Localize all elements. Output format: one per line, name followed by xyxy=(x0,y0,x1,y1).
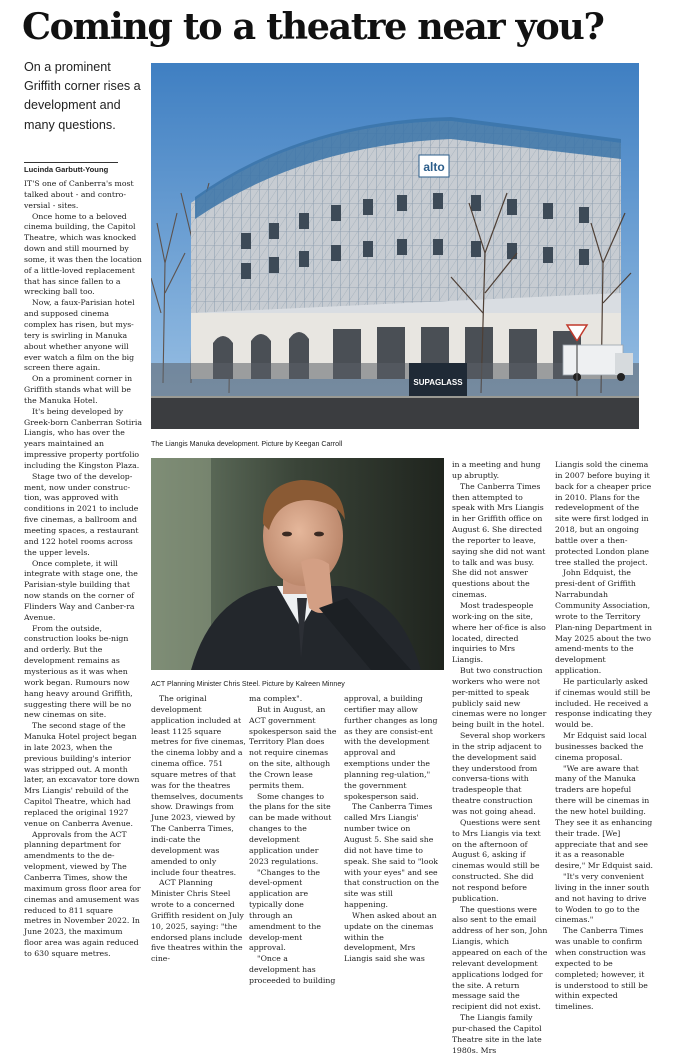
paragraph: ACT Planning Minister Chris Steel wrote to a concerned Griffith resident on July 10, 2025, saying: "the endorsed plans include five theatres within the cine- xyxy=(151,878,244,964)
column-1 xyxy=(24,179,142,960)
column-4 xyxy=(344,694,439,965)
paragraph: Liangis sold the cinema in 2007 before buying it back for a cheaper price in 2010. Plans for the redevelopment of the site were first lodged in 2018, but an ongoing battle over a then-protected London plane tree stalled the project. xyxy=(555,460,652,567)
paragraph: "Once a development has proceeded to building xyxy=(249,954,336,985)
paragraph: Now, a faux-Parisian hotel and supposed cinema complex has risen, but mys-tery is swirling in Manuka about whether anyone will ever watch a film on the big screen there again. xyxy=(24,298,135,373)
paragraph: The Liangis family pur-chased the Capitol Theatre site in the late 1980s. Mrs xyxy=(452,1013,542,1055)
paragraph: The Canberra Times was unable to confirm when construction was expected to be completed; however, it is understood to still be within expected timelines. xyxy=(555,926,648,1012)
minister-photo-caption: ACT Planning Minister Chris Steel. Picture by Kalreen Minney xyxy=(151,680,345,688)
paragraph: Once home to a beloved cinema building, the Capitol Theatre, which was knocked down and still mourned by some, it was then the location of a little-loved replacement that has since fallen to a wrecking ball too. xyxy=(24,211,142,297)
paragraph: approval, a building certifier may allow further changes as long as they are consist-ent with the development approval and exemptions under the planning reg-ulation," the government spokesperson said. xyxy=(344,694,438,801)
paragraph: The Canberra Times called Mrs Liangis' number twice on August 5. She said she did not have time to speak. She said to "look with your eyes" and see that construction on the site was still happening. xyxy=(344,802,439,910)
paragraph: Stage two of the develop-ment, now under construc-tion, was approved with conditions in 2021 to include five cinemas, a ballroom and meeting spaces, a restaurant and 122 hotel rooms across the upper levels. xyxy=(24,471,139,557)
paragraph: "We are aware that many of the Manuka traders are hopeful there will be cinemas in the new hotel building. They see it as enhancing their trade. [We] appreciate that and see it as a reasonable desire," Mr Edquist said. xyxy=(555,763,653,871)
hoarding-sign: SUPAGLASS xyxy=(413,378,463,387)
byline: Lucinda Garbutt-Young xyxy=(24,165,109,174)
paragraph: But two construction workers who were not per-mitted to speak publicly said new cinemas were no longer being built in the hotel. xyxy=(452,666,547,730)
paragraph: Mr Edquist said local businesses backed the cinema proposal. xyxy=(555,731,647,762)
paragraph: From the outside, construction looks be-nign and orderly. But the development remains as mysterious as it was when work began. Rumours now hang heavy around Griffith, suggesting there will be no new cinemas on site. xyxy=(24,623,133,720)
paragraph: The questions were also sent to the email address of her son, John Liangis, which appeared on each of the relevant development applications lodged for the site. A return message said the recipient did not exist. xyxy=(452,904,548,1012)
paragraph: IT'S one of Canberra's most talked about - and contro-versial - sites. xyxy=(24,179,134,210)
paragraph: in a meeting and hung up abruptly. xyxy=(452,460,541,480)
column-6 xyxy=(555,460,653,1013)
paragraph: ma complex". xyxy=(249,694,303,703)
building-photo xyxy=(151,63,639,429)
headline: Coming to a theatre near you? xyxy=(22,5,604,48)
column-2 xyxy=(151,694,246,965)
paragraph: On a prominent corner in Griffith stands what will be the Manuka Hotel. xyxy=(24,374,133,405)
column-5 xyxy=(452,460,548,1056)
paragraph: Most tradespeople work-ing on the site, where her of-fice is also located, directed inquiries to Mrs Liangis. xyxy=(452,600,546,665)
paragraph: Questions were sent to Mrs Liangis via text on the afternoon of August 6, asking if cinemas would still be constructed. She did not respond before publication. xyxy=(452,817,541,903)
paragraph: "Changes to the devel-opment application are typically done through an amendment to the develop-ment approval. xyxy=(249,867,321,953)
paragraph: It's being developed by Greek-born Canberran Sotiria Liangis, who has over the years maintained an impressive property portfolio including the Kingston Plaza. xyxy=(24,406,142,470)
paragraph: The second stage of the Manuka Hotel project began in late 2023, when the previous building's interior was stripped out. A month later, an excavator tore down Mrs Liangis' rebuild of the Capitol Theatre, which had replaced the original 1927 venue on Canberra Avenue. xyxy=(24,721,140,828)
standfirst: On a prominent Griffith corner rises a development and many questions. xyxy=(24,60,141,132)
paragraph: "It's very convenient living in the inner south and not having to drive to Woden to go to the cinemas." xyxy=(555,872,650,925)
paragraph: He particularly asked if cinemas would still be included. He received a response indicating they would be. xyxy=(555,676,652,730)
minister-photo xyxy=(151,458,444,670)
byline-rule xyxy=(24,162,118,163)
paragraph: Several shop workers in the strip adjacent to the development said they understood from conversa-tions with tradespeople that theatre construction was not going ahead. xyxy=(452,731,546,816)
building-photo-caption: The Liangis Manuka development. Picture by Keegan Carroll xyxy=(151,440,343,448)
paragraph: Approvals from the ACT planning department for amendments to the de-velopment, viewed by The Canberra Times, show the maximum gross floor area for cinemas and amusement was reduced to 811 square metres in November 2022. In June 2023, the maximum floor area was again reduced to 630 square metres. xyxy=(24,829,141,958)
paragraph: The original development application included at least 1125 square metres for five cinemas, the cinema lobby and a cinema office. 751 square metres of that was for the theatres themselves, documents show. Drawings from June 2023, viewed by The Canberra Times, indi-cate the development was amended to only include four theatres. xyxy=(151,694,246,877)
column-3 xyxy=(249,694,337,987)
paragraph: But in August, an ACT government spokesperson said the Territory Plan does not require cinemas on the site, although the Crown lease permits them. xyxy=(249,704,337,790)
paragraph: Some changes to the plans for the site can be made without changes to the development application under 2023 regulations. xyxy=(249,791,332,866)
paragraph: When asked about an update on the cinemas within the development, Mrs Liangis said she was xyxy=(344,910,437,964)
building-sign: alto xyxy=(423,160,445,174)
paragraph: The Canberra Times then attempted to speak with Mrs Liangis in her Griffith office on August 6. She directed the reporter to leave, saying she did not want to talk and was busy. She did not answer questions about the cinemas. xyxy=(452,481,546,600)
paragraph: Once complete, it will integrate with stage one, the Parisian-style building that now stands on the corner of Flinders Way and Canber-ra Avenue. xyxy=(24,558,138,622)
paragraph: John Edquist, the presi-dent of Griffith Narrabundah Community Association, wrote to the Territory Plan-ning Department in May 2025 about the two amend-ments to the development application. xyxy=(555,568,652,676)
